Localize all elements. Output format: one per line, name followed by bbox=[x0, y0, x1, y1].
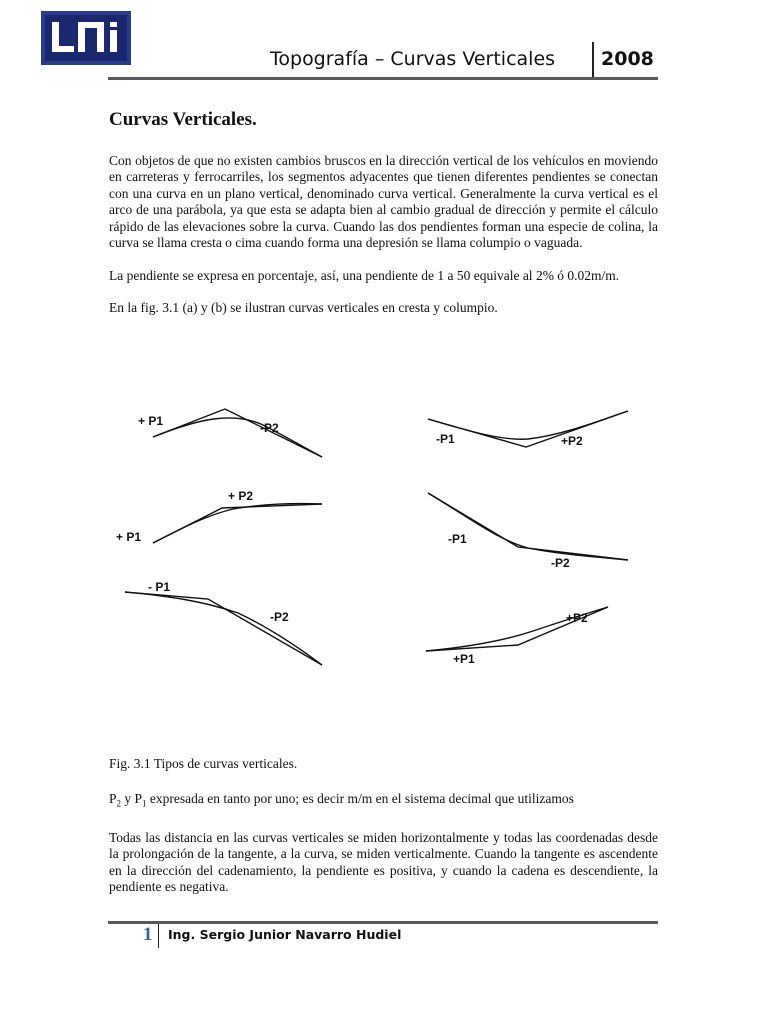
label-b1-right: +P2 bbox=[561, 434, 583, 448]
curve-line bbox=[428, 411, 628, 439]
tangent-line bbox=[153, 504, 322, 543]
page-number: 1 bbox=[143, 924, 153, 945]
label-a2-top: + P2 bbox=[228, 489, 254, 503]
page-content bbox=[109, 109, 658, 333]
uni-logo-graphic bbox=[40, 10, 132, 66]
tangent-line bbox=[125, 592, 322, 665]
footer-author: Ing. Sergio Junior Navarro Hudiel bbox=[168, 927, 402, 942]
below-figure-content bbox=[109, 756, 658, 914]
label-a3-left: - P1 bbox=[148, 580, 171, 594]
sketch-a3 bbox=[125, 580, 322, 665]
label-b2-left: -P1 bbox=[448, 532, 467, 546]
label-a1-right: -P2 bbox=[260, 421, 279, 435]
tangent-line bbox=[428, 411, 628, 447]
curve-line bbox=[428, 493, 628, 560]
label-a1-left: + P1 bbox=[138, 414, 164, 428]
uni-logo bbox=[40, 10, 132, 66]
figure-ref-paragraph: En la fig. 3.1 (a) y (b) se ilustran curvas verticales en cresta y columpio. bbox=[109, 300, 498, 315]
conjunction: y bbox=[121, 790, 135, 806]
p-letter-2: P bbox=[109, 790, 117, 806]
figure-caption: Fig. 3.1 Tipos de curvas verticales. bbox=[109, 756, 298, 771]
tangent-line bbox=[153, 409, 322, 457]
footer-separator bbox=[158, 924, 159, 948]
section-title: Curvas Verticales. bbox=[109, 109, 257, 130]
tangent-line bbox=[428, 493, 628, 560]
label-a3-right: -P2 bbox=[270, 610, 289, 624]
sketch-a2 bbox=[116, 489, 322, 544]
header-year: 2008 bbox=[601, 48, 654, 70]
slope-paragraph: La pendiente se expresa en porcentaje, así, una pendiente de 1 a 50 equivale al 2% ó 0.02m/m. bbox=[109, 267, 620, 283]
units-text: expresada en tanto por uno; es decir m/m en el sistema decimal que utilizamos bbox=[146, 790, 574, 806]
header-separator bbox=[592, 42, 594, 78]
p-letter-1: P bbox=[134, 790, 143, 806]
sketch-b3 bbox=[426, 607, 608, 666]
units-paragraph bbox=[109, 791, 658, 812]
header-rule bbox=[108, 77, 658, 80]
label-b3-right: +P2 bbox=[566, 611, 588, 625]
subscript-2: 2 bbox=[116, 798, 122, 809]
sketch-a1 bbox=[138, 409, 322, 457]
figure-sketches bbox=[108, 395, 658, 685]
footer-rule bbox=[108, 921, 658, 924]
label-b2-right: -P2 bbox=[551, 556, 570, 570]
sketch-b2 bbox=[428, 493, 628, 570]
label-b3-left: +P1 bbox=[453, 652, 475, 666]
intro-paragraph: Con objetos de que no existen cambios bruscos en la dirección vertical de los vehículos en moviendo en carreteras y ferrocarriles, los segmentos adyacentes que tienen diferentes pendientes se conectan con una curva en un plano vertical, denominado curva vertical. Generalmente la curva vertical es el arco de una parábola, ya que esta se adapta bien al cambio gradual de dirección y permite el cálculo rápido de las elevaciones sobre la curva. Cuando las dos pendientes forman una especie de colina, la curva se llama cresta o cima cuando forma una depresión se llama columpio o vaguada. bbox=[109, 152, 658, 250]
label-b1-left: -P1 bbox=[436, 432, 455, 446]
label-a2-left: + P1 bbox=[116, 530, 142, 544]
header-title: Topografía – Curvas Verticales bbox=[270, 48, 556, 70]
figure-vertical-curves bbox=[108, 395, 658, 685]
sketch-b1 bbox=[428, 411, 628, 448]
subscript-1: 1 bbox=[142, 798, 147, 809]
curve-line bbox=[153, 504, 322, 543]
curve-line bbox=[153, 418, 322, 457]
distances-paragraph: Todas las distancia en las curvas verticales se miden horizontalmente y todas las coordenadas desde la prolongación de la tangente, a la curva, se miden verticalmente. Cuando la tangente es ascendente en la dirección del cadenamiento, la pendiente es positiva, y cuando la cadena es descendiente, la pendiente es negativa. bbox=[109, 829, 658, 895]
curve-line bbox=[125, 592, 322, 665]
